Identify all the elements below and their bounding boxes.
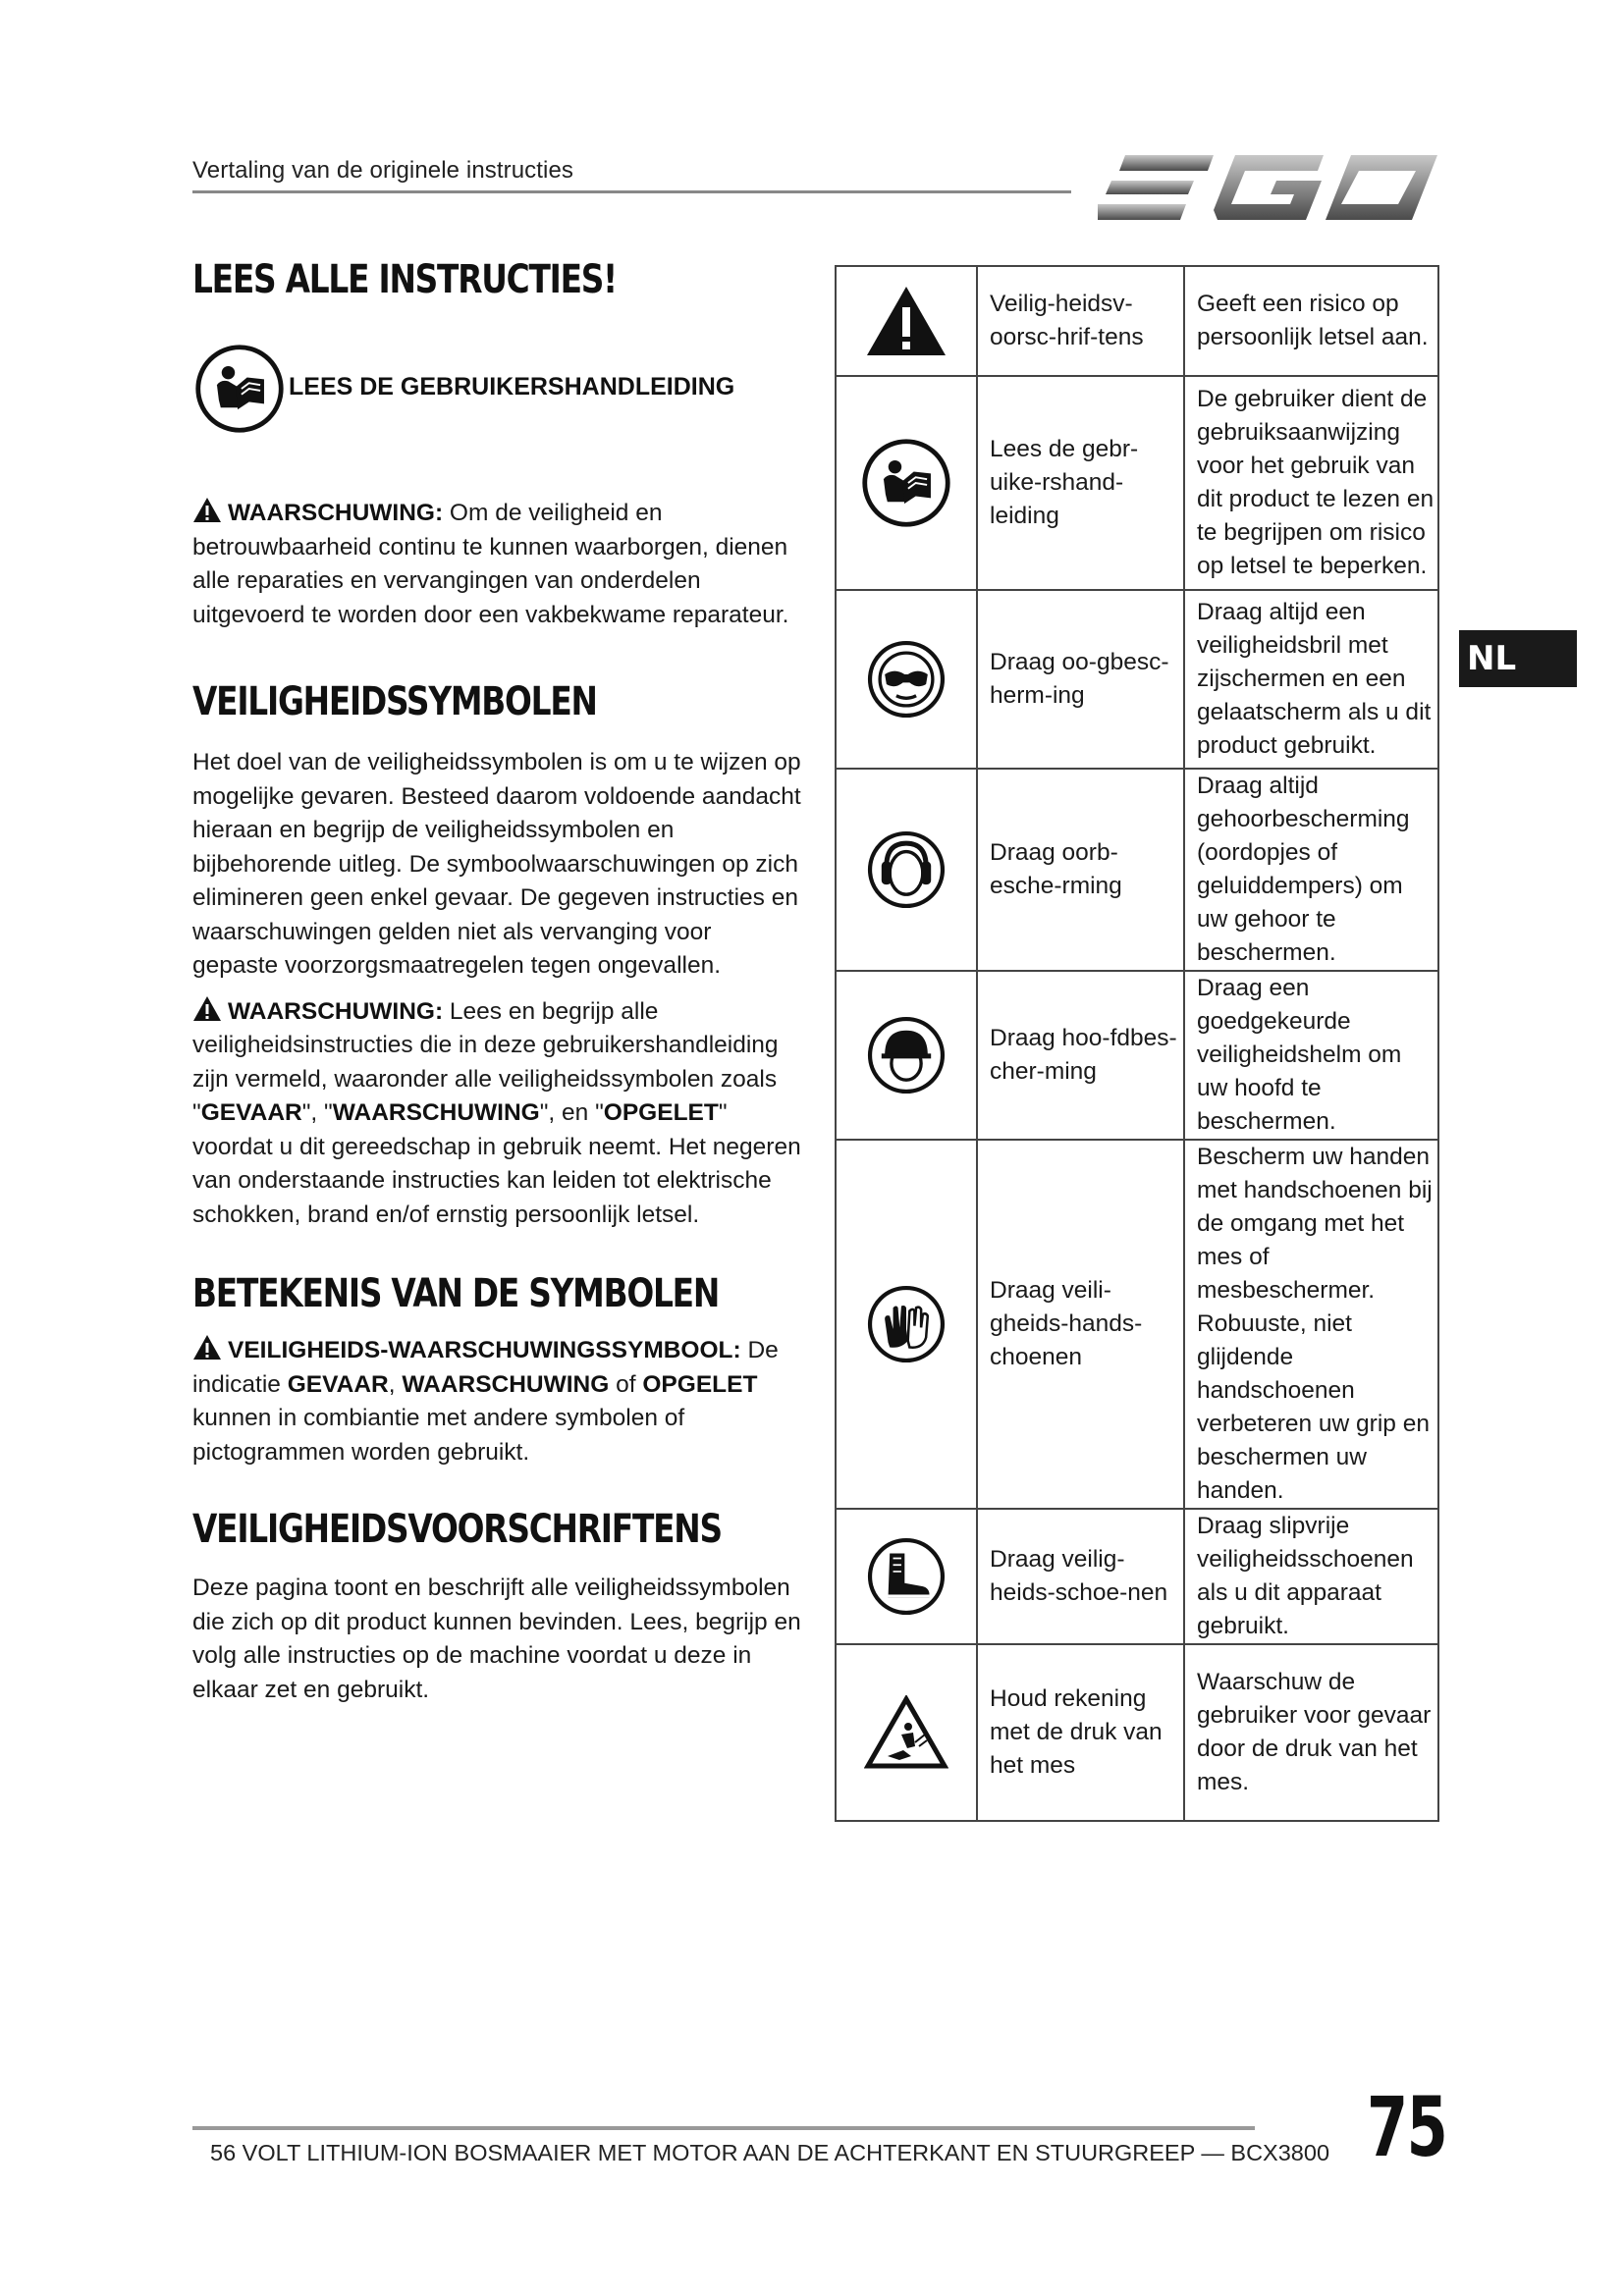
section-title-regulations: VEILIGHEIDSVOORSCHRIFTENS xyxy=(192,1507,722,1552)
warning-text: ", en " xyxy=(539,1099,604,1126)
table-row xyxy=(836,971,1438,1140)
warning-paragraph-1 xyxy=(192,497,803,632)
symbol-name: Draag oo-gbesc-herm-ing xyxy=(977,590,1184,769)
language-tab: NL xyxy=(1459,630,1577,687)
table-row xyxy=(836,1644,1438,1821)
table-row xyxy=(836,1509,1438,1644)
warning-text: ", " xyxy=(301,1099,333,1126)
table-row xyxy=(836,590,1438,769)
safety-alert-label: VEILIGHEIDS-WAARSCHUWINGSSYMBOOL: xyxy=(228,1337,741,1363)
symbol-description: Waarschuw de gebruiker voor gevaar door de druk van het mes. xyxy=(1184,1644,1438,1821)
ego-logo xyxy=(1098,147,1441,228)
symbol-icon-cell xyxy=(836,1644,977,1821)
symbol-name: Draag hoo-fdbes-cher-ming xyxy=(977,971,1184,1140)
gloves-icon xyxy=(865,1283,947,1365)
warning-triangle-icon xyxy=(192,995,222,1022)
symbol-description: Draag slipvrije veiligheidsschoenen als u dit apparaat gebruikt. xyxy=(1184,1509,1438,1644)
table-row xyxy=(836,1140,1438,1509)
keyword-opgelet: OPGELET xyxy=(642,1370,758,1398)
table-row xyxy=(836,266,1438,376)
meaning-text: De indicatie xyxy=(192,1337,779,1398)
header-subtitle: Vertaling van de originele instructies xyxy=(192,157,574,184)
symbol-description: De gebruiker dient de gebruiksaanwijzing voor het gebruik van dit product te lezen en te begrijpen om risico op letsel te beperken. xyxy=(1184,376,1438,590)
footer-text: 56 VOLT LITHIUM-ION BOSMAAIER MET MOTOR AAN DE ACHTERKANT EN STUURGREEP — BCX3800 xyxy=(210,2140,1330,2165)
symbol-name: Draag oorb-esche-rming xyxy=(977,769,1184,971)
page-number: 75 xyxy=(1367,2079,1447,2175)
symbol-name: Houd rekening met de druk van het mes xyxy=(977,1644,1184,1821)
symbol-icon-cell xyxy=(836,266,977,376)
main-title: LEES ALLE INSTRUCTIES! xyxy=(192,257,617,302)
blade-thrust-icon xyxy=(864,1695,948,1770)
keyword-waarschuwing: WAARSCHUWING xyxy=(332,1099,540,1126)
safety-shoes-icon xyxy=(865,1535,947,1618)
section-title-meaning: BETEKENIS VAN DE SYMBOLEN xyxy=(192,1271,720,1316)
symbols-table xyxy=(835,265,1439,1822)
symbol-name: Veilig-heidsv-oorsc-hrif-tens xyxy=(977,266,1184,376)
keyword-gevaar: GEVAAR xyxy=(200,1099,302,1126)
meaning-text: of xyxy=(609,1370,643,1398)
meaning-paragraph xyxy=(192,1334,803,1469)
meaning-text: , xyxy=(388,1370,403,1398)
left-column xyxy=(192,257,803,1707)
regulations-paragraph: Deze pagina toont en beschrijft alle veiligheidssymbolen die zich op dit product kunnen bevinden. Lees, begrijp en volg alle instructies op de machine voordat u deze in elkaar zet en gebruikt. xyxy=(192,1575,801,1703)
warning-label: WAARSCHUWING: xyxy=(228,500,444,526)
eye-protection-icon xyxy=(865,638,947,721)
warning-text: Lees en begrijp alle veiligheidsinstructies die in deze gebruikershandleiding zijn vermeld, waaronder alle veiligheidssymbolen zoals " xyxy=(192,997,779,1126)
ear-protection-icon xyxy=(865,828,947,911)
warning-triangle-icon xyxy=(192,497,222,523)
read-manual-icon xyxy=(859,436,953,530)
symbol-icon-cell xyxy=(836,590,977,769)
symbol-name: Lees de gebr-uike-rshand-leiding xyxy=(977,376,1184,590)
keyword-opgelet: OPGELET xyxy=(603,1099,719,1126)
symbol-icon-cell xyxy=(836,971,977,1140)
symbol-description: Draag een goedgekeurde veiligheidshelm om uw hoofd te beschermen. xyxy=(1184,971,1438,1140)
head-protection-icon xyxy=(865,1014,947,1096)
keyword-gevaar: GEVAAR xyxy=(287,1370,389,1398)
symbol-name: Draag veilig-heids-schoe-nen xyxy=(977,1509,1184,1644)
keyword-waarschuwing: WAARSCHUWING xyxy=(402,1370,610,1398)
meaning-text: kunnen in combiantie met andere symbolen of pictogrammen worden gebruikt. xyxy=(192,1405,685,1466)
symbol-icon-cell xyxy=(836,1509,977,1644)
read-manual-label: LEES DE GEBRUIKERSHANDLEIDING xyxy=(289,372,735,400)
symbols-paragraph: Het doel van de veiligheidssymbolen is om u te wijzen op mogelijke gevaren. Besteed daarom voldoende aandacht hieraan en begrijp de veiligheidssymbolen en bijbehorende uitleg. De symboolwaarschuwingen op zich elimineren geen enkel gevaar. De gegeven instructies en waarschuwingen gelden niet als vervanging voor gepaste voorzorgsmaatregelen tegen ongevallen. xyxy=(192,749,801,979)
read-manual-row xyxy=(192,342,803,436)
footer-rule xyxy=(192,2126,1255,2130)
symbol-description: Bescherm uw handen met handschoenen bij de omgang met het mes of mesbeschermer. Robuuste, niet glijdende handschoenen verbeteren uw grip en beschermen uw handen. xyxy=(1184,1140,1438,1509)
symbol-icon-cell xyxy=(836,769,977,971)
safety-alert-icon xyxy=(864,284,948,358)
warning-triangle-icon xyxy=(192,1334,222,1361)
symbol-description: Draag altijd gehoorbescherming (oordopjes of geluiddempers) om uw gehoor te beschermen. xyxy=(1184,769,1438,971)
warning-text: Om de veiligheid en betrouwbaarheid continu te kunnen waarborgen, dienen alle reparaties en vervangingen van onderdelen uitgevoerd te worden door een vakbekwame reparateur. xyxy=(192,500,789,628)
header-rule xyxy=(192,190,1071,193)
warning-text: " voordat u dit gereedschap in gebruik neemt. Het negeren van onderstaande instructies kan leiden tot elektrische schokken, brand en/of ernstig persoonlijk letsel. xyxy=(192,1099,801,1228)
section-title-symbols: VEILIGHEIDSSYMBOLEN xyxy=(192,679,597,724)
table-row xyxy=(836,769,1438,971)
symbol-description: Geeft een risico op persoonlijk letsel aan. xyxy=(1184,266,1438,376)
table-row xyxy=(836,376,1438,590)
symbol-icon-cell xyxy=(836,376,977,590)
read-manual-icon xyxy=(192,342,287,436)
symbol-description: Draag altijd een veiligheidsbril met zijschermen en een gelaatscherm als u dit product gebruikt. xyxy=(1184,590,1438,769)
symbol-name: Draag veili-gheids-hands-choenen xyxy=(977,1140,1184,1509)
symbol-icon-cell xyxy=(836,1140,977,1509)
warning-paragraph-2 xyxy=(192,995,803,1233)
warning-label: WAARSCHUWING: xyxy=(228,997,444,1025)
